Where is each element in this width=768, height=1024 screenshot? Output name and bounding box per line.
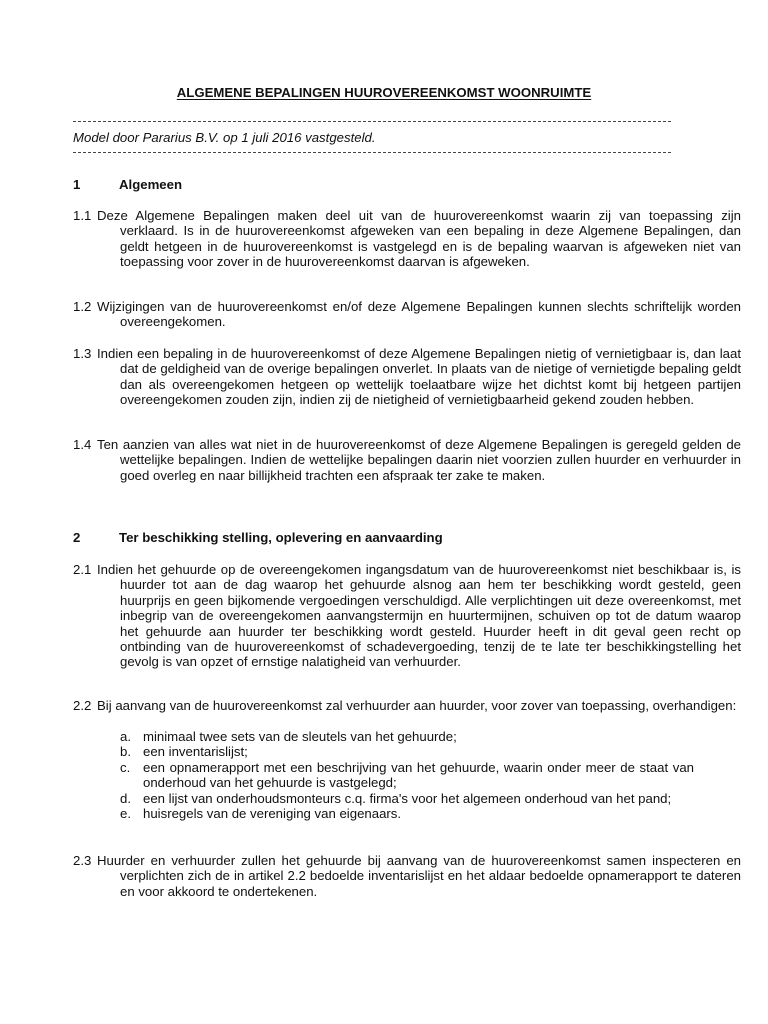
list-item [120,744,694,759]
section-heading-1 [73,177,182,192]
list-item-text: een opnamerapport met een beschrijving van het gehuurde, waarin onder meer de staat van onderhoud van het gehuurde is vastgelegd; [143,759,694,791]
paragraph-2-2 [73,698,741,713]
list-item-text: een lijst van onderhoudsmonteurs c.q. firma's voor het algemeen onderhoud van het pand; [143,790,672,806]
paragraph-number: 2.2 [73,698,92,713]
paragraph-text: Wijzigingen van de huurovereenkomst en/of deze Algemene Bepalingen kunnen slechts schriftelijk worden overeengekomen. [97,299,741,330]
paragraph-number: 1.1 [73,208,92,223]
paragraph-1-4 [73,437,741,483]
list-item-text: minimaal twee sets van de sleutels van het gehuurde; [143,729,457,744]
section-number: 2 [73,530,81,545]
paragraph-text: Ten aanzien van alles wat niet in de huurovereenkomst of deze Algemene Bepalingen is geregeld gelden de wettelijke bepalingen. Indien de wettelijke bepalingen daarin niet voorzien zullen huurder en verhuurder in goed overleg en naar billijkheid trachten een afspraak ter zake te maken. [97,437,741,483]
list-item [120,729,694,744]
paragraph-text: Huurder en verhuurder zullen het gehuurde bij aanvang van de huurovereenkomst samen inspecteren en verplichten zich de in artikel 2.2 bedoelde inventarislijst en het aldaar bedoelde opnamerapport te dateren en voor akkoord te ondertekenen. [97,853,741,899]
list-letter: d. [120,790,131,806]
list-item [120,806,694,821]
section-title: Ter beschikking stelling, oplevering en aanvaarding [119,530,443,545]
paragraph-number: 2.1 [73,562,92,577]
paragraph-text: Indien het gehuurde op de overeengekomen ingangsdatum van de huurovereenkomst niet beschikbaar is, is huurder tot aan de dag waarop het gehuurde alsnog aan hem ter beschikking wordt gesteld, geen huurprijs en geen bijkomende vergoedingen verschuldigd. Alle verplichtingen uit deze overeenkomst, met inbegrip van de overeengekomen aanvangstermijn en huurtermijnen, schuiven op tot de datum waarop het gehuurde aan huurder ter beschikking wordt gesteld. Huurder heeft in dit geval geen recht op ontbinding van de huurovereenkomst of schadevergoeding, tenzij de te late ter beschikkingstelling het gevolg is van opzet of ernstige nalatigheid van verhuurder. [97,562,741,670]
paragraph-1-3 [73,346,741,408]
paragraph-number: 2.3 [73,853,92,868]
section-title: Algemeen [119,177,183,192]
section-number: 1 [73,177,81,192]
list-item [120,760,694,791]
list-item-text: huisregels van de vereniging van eigenaars. [143,806,402,822]
model-line: Model door Pararius B.V. op 1 juli 2016 vastgesteld. [73,130,376,145]
paragraph-2-3 [73,853,741,899]
document-title: ALGEMENE BEPALINGEN HUUROVEREENKOMST WOONRUIMTE [176,85,592,100]
paragraph-text: Bij aanvang van de huurovereenkomst zal verhuurder aan huurder, voor zover van toepassing, overhandigen: [97,698,737,713]
list-letter: c. [120,759,131,775]
paragraph-1-2 [73,299,741,330]
paragraph-text: Deze Algemene Bepalingen maken deel uit van de huurovereenkomst waarin zij van toepassing zijn verklaard. Is in de huurovereenkomst afgeweken van een bepaling in deze Algemene Bepalingen, dan geldt hetgeen in de huurovereenkomst is vastgelegd en is de bepaling waarvan is afgeweken niet van toepassing voor zover in de huurovereenkomst daarvan is afgeweken. [97,208,741,270]
handover-list [120,729,694,821]
paragraph-number: 1.3 [73,346,92,361]
paragraph-1-1 [73,208,741,270]
paragraph-number: 1.2 [73,299,92,314]
paragraph-text: Indien een bepaling in de huurovereenkomst of deze Algemene Bepalingen nietig of vernietigbaar is, dan laat dat de geldigheid van de overige bepalingen onverlet. In plaats van de nietige of vernietigde bepaling geldt dan als overeengekomen hetgeen op wettelijk toelaatbare wijze het dichtst komt bij hetgeen partijen overeengekomen zouden zijn, indien zij de nietigheid of vernietigbaarheid gekend zouden hebben. [97,346,742,408]
section-heading-2 [73,530,443,545]
list-letter: e. [120,806,131,822]
list-letter: a. [120,729,131,744]
list-letter: b. [120,744,131,760]
list-item-text: een inventarislijst; [143,744,248,760]
paragraph-2-1 [73,562,741,670]
paragraph-number: 1.4 [73,437,92,452]
dashed-divider-top [73,121,671,122]
list-item [120,791,694,806]
dashed-divider-bottom [73,152,671,153]
